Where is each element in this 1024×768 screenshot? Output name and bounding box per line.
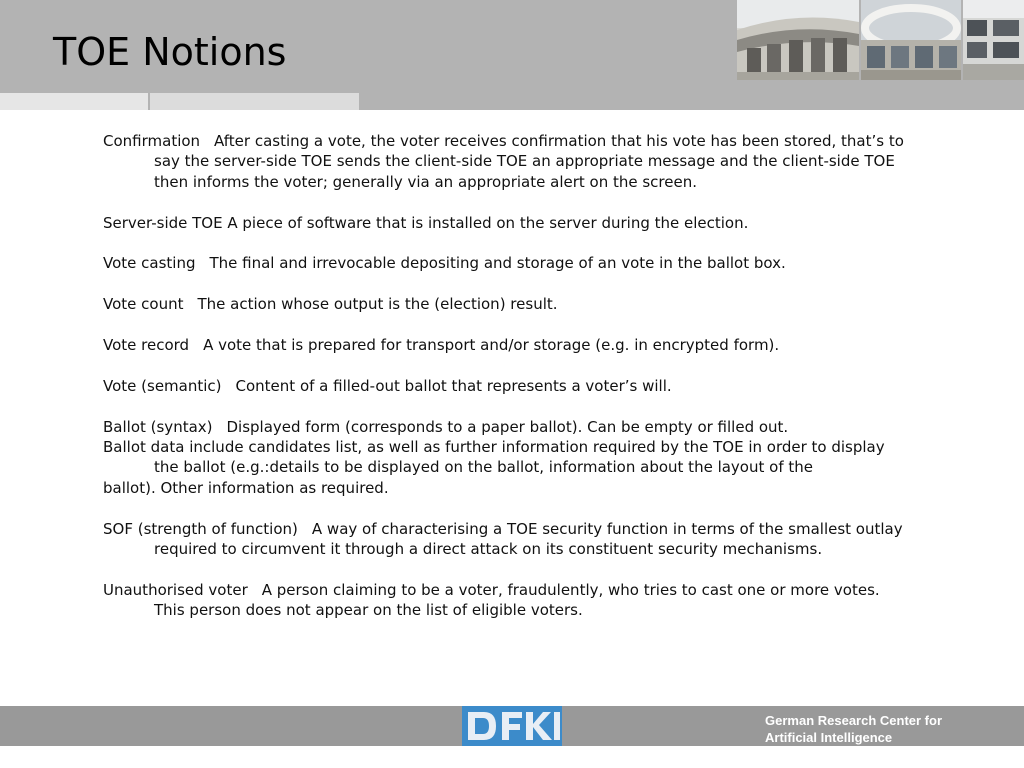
organization-name-line-2: Artificial Intelligence — [765, 730, 893, 745]
definition-text: A vote that is prepared for transport and/or storage (e.g. in encrypted form). — [203, 336, 780, 354]
definition-term: Vote casting — [103, 254, 196, 273]
definition-term: Ballot data — [103, 438, 185, 456]
definition-entry — [103, 437, 913, 478]
definition-entry — [103, 294, 913, 314]
definition-term: Vote record — [103, 336, 190, 354]
definition-entry — [103, 335, 913, 355]
definition-text: Content of a filled-out ballot that represents a voter’s will. — [235, 376, 672, 395]
definition-term: Unauthorised voter — [103, 580, 248, 599]
definition-term: Confirmation — [103, 132, 201, 150]
definitions-list — [103, 131, 913, 641]
header-photos — [737, 0, 1024, 80]
definition-text: Displayed form (corresponds to a paper ballot). Can be empty or filled out. — [226, 417, 789, 436]
definition-entry — [103, 253, 913, 273]
definition-text: The final and irrevocable depositing and storage of an vote in the ballot box. — [209, 254, 786, 273]
definition-entry — [103, 417, 913, 437]
definition-term: Server-side TOE — [103, 213, 223, 232]
definition-text: A person claiming to be a voter, fraudulently, who tries to cast one or more votes. This person does not appear on the list of eligible voters. — [154, 580, 880, 620]
definition-entry — [103, 580, 913, 621]
definition-continuation — [103, 478, 913, 498]
header-tab-strip-right — [150, 93, 359, 110]
dfki-logo — [462, 706, 562, 746]
definition-entry — [103, 213, 913, 233]
building-photo-facade — [963, 0, 1024, 80]
definition-text: A piece of software that is installed on the server during the election. — [227, 213, 749, 232]
definition-text: The action whose output is the (election) result. — [197, 295, 558, 314]
slide-title: TOE Notions — [53, 30, 287, 74]
definition-entry — [103, 376, 913, 396]
definition-text: After casting a vote, the voter receives confirmation that his vote has been stored, that’s to say the server-side TOE sends the client-side TOE an appropriate message and the client-side TOE then informs the voter; generally via an appropriate alert on the screen. — [154, 132, 904, 191]
definition-term: Vote count — [103, 295, 184, 314]
definition-text: ballot). Other information as required. — [103, 478, 389, 497]
header-tab-strip-left — [0, 93, 148, 110]
definition-text: A way of characterising a TOE security function in terms of the smallest outlay required to circumvent it through a direct attack on its constituent security mechanisms. — [154, 519, 903, 559]
organization-name-line-1: German Research Center for — [765, 713, 943, 728]
definition-term: Ballot (syntax) — [103, 417, 213, 436]
organization-name — [765, 712, 1015, 746]
definition-term: SOF (strength of function) — [103, 519, 298, 538]
building-photo-curved-facade — [737, 0, 859, 80]
definition-term: Vote (semantic) — [103, 376, 222, 395]
definition-entry — [103, 131, 913, 192]
definition-entry — [103, 519, 913, 560]
building-photo-arch — [861, 0, 961, 80]
definition-text: include candidates list, as well as further information required by the TOE in order to display the ballot (e.g.:details to be displayed on the ballot, information about the layout of the — [154, 438, 885, 477]
